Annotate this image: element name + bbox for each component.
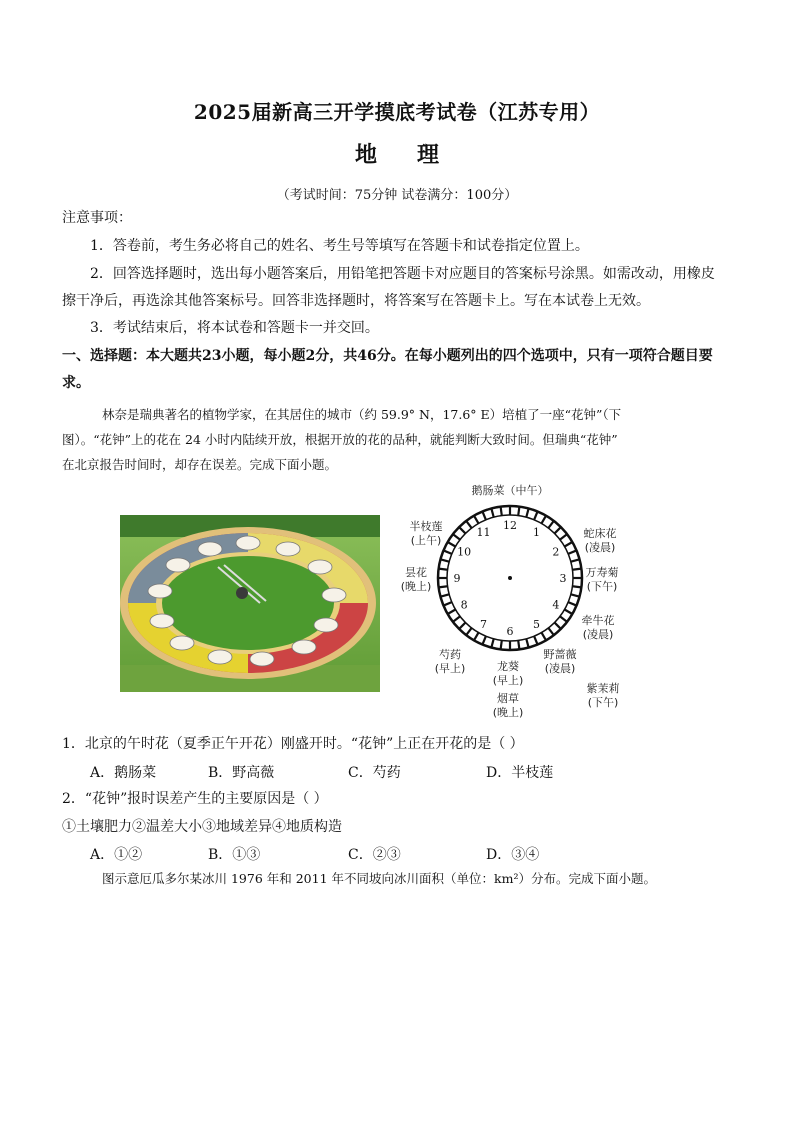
clock-number: 6 [506,625,514,638]
clock-tick [501,640,502,649]
note-item-1: 1．答卷前，考生务必将自己的姓名、考生号等填写在答题卡和试卷指定位置上。 [90,238,589,254]
clock-tick [572,586,581,587]
clock-tick [565,542,573,547]
label-shechuanghua-time: (凌晨) [584,541,616,554]
clock-tick [453,534,460,539]
label-tanhua-time: (晚上) [400,580,432,593]
clock-tick [518,640,519,649]
subject-title: 地理 [354,142,479,168]
label-yeqiangwei-time: (凌晨) [544,662,576,675]
label-shechuanghua: 蛇床花 [583,527,617,540]
clock-tick [534,636,537,644]
clock-tick [440,559,449,561]
note-item-2-cont: 擦干净后，再选涂其他答案标号。回答非选择题时，将答案写在答题卡上。写在本试卷上无效。 [62,293,650,309]
label-qianniuhua: 牵牛花 [581,614,615,627]
clock-tick [474,633,479,641]
label-wanshouju-time: (下午) [586,580,618,593]
clock-tick [466,521,471,528]
note-item-2: 2．回答选择题时，选出每小题答案后，用铅笔把答题卡对应题目的答案标号涂黑。如需改动，用橡皮 [90,266,715,282]
clock-tick [565,610,573,615]
label-yancao-time: (晚上) [492,706,524,719]
label-echangcai: 鹅肠菜（中午） [471,484,549,497]
clock-tick [560,534,567,539]
exam-title: 2025届新高三开学摸底考试卷（江苏专用） [193,100,601,124]
passage-line: 在北京报告时间时，却存在误差。完成下面小题。 [62,457,338,472]
clock-number: 4 [552,598,560,612]
q2-option-c: C．②③ [348,847,401,863]
clock-number: 2 [552,545,560,559]
clock-tick [568,550,576,553]
clock-tick [491,639,493,648]
exam-info: （考试时间：75分钟 试卷满分：100分） [276,188,518,203]
clock-tick [571,594,580,596]
passage-line: 林奈是瑞典著名的植物学家，在其居住的城市（约 59.9° N，17.6° E）培植了一座“花钟”（下 [102,407,622,422]
clock-tick [534,511,537,519]
label-wanshouju: 万寿菊 [585,566,619,579]
label-shaoyao-time: (早上) [434,662,466,675]
q1-option-a: A．鹅肠菜 [90,765,157,781]
section-heading: 一、选择题：本大题共23小题，每小题2分，共46分。在每小题列出的四个选项中，只有一项符合题目要求。 [62,348,713,391]
clock-tick [572,569,581,570]
clock-number: 9 [453,572,461,585]
clock-tick [443,602,451,605]
clock-tick [518,507,519,516]
clock-number: 12 [503,519,517,532]
question-2-items: ①土壤肥力②温差大小③地域差异④地质构造 [62,819,342,835]
label-longkui-time: (早上) [492,674,524,687]
label-zimoli: 紫茉莉 [586,682,620,695]
clock-tick [542,633,547,641]
notes-heading: 注意事项： [62,210,132,226]
clock-tick [542,516,547,524]
flower-clock-photo [120,515,380,692]
clock-number: 11 [476,526,491,540]
clock-tick [453,616,460,621]
clock-tick [491,508,493,517]
clock-tick [526,639,528,648]
clock-tick [459,623,465,629]
label-tanhua: 昙花 [405,566,427,579]
passage-flower-clock [62,402,732,477]
clock-tick [571,559,580,561]
clock-tick [482,511,485,519]
clock-number: 10 [457,545,472,559]
flower-clock-diagram [398,480,628,720]
clock-tick [548,628,553,635]
clock-number: 3 [559,572,567,585]
clock-tick [440,594,449,596]
clock-tick [448,542,456,547]
label-yancao: 烟草 [497,692,519,705]
question-1-stem: 1．北京的午时花（夏季正午开花）刚盛开时。“花钟”上正在开花的是（ ） [62,736,524,752]
clock-tick [482,636,485,644]
label-longkui: 龙葵 [497,660,519,673]
clock-tick [474,516,479,524]
question-2-stem: 2．“花钟”报时误差产生的主要原因是（ ） [62,791,328,807]
clock-tick [555,623,561,629]
q2-option-b: B．①③ [208,847,261,863]
q2-option-a: A．①② [90,847,143,863]
clock-tick [439,569,448,570]
clock-tick [443,550,451,553]
clock-tick [459,527,465,533]
clock-number: 1 [533,526,540,540]
label-banzhilian-time: (上午) [410,534,442,547]
clock-number: 5 [533,617,540,631]
q2-option-d: D．③④ [486,847,540,863]
clock-tick [560,616,567,621]
label-qianniuhua-time: (凌晨) [582,628,614,641]
q1-option-b: B．野高薇 [208,765,275,781]
q1-option-c: C．芍药 [348,765,401,781]
clock-tick [555,527,561,533]
clock-tick [501,507,502,516]
label-zimoli-time: (下午) [587,696,619,709]
clock-tick [548,521,553,528]
q1-option-d: D．半枝莲 [486,765,554,781]
clock-tick [466,628,471,635]
passage-glacier: 图示意厄瓜多尔某冰川 1976 年和 2011 年不同坡向冰川面积（单位：km²）分布。完成下面小题。 [102,871,656,886]
clock-tick [439,586,448,587]
label-banzhilian: 半枝莲 [409,520,443,533]
clock-tick [568,602,576,605]
passage-line: 图）。“花钟”上的花在 24 小时内陆续开放，根据开放的花的品种，就能判断大致时间。但瑞典“花钟” [62,432,618,447]
clock-tick [448,610,456,615]
clock-number: 8 [460,598,468,612]
clock-number: 7 [480,617,487,631]
label-shaoyao: 芍药 [439,648,461,661]
note-item-3: 3．考试结束后，将本试卷和答题卡一并交回。 [90,320,379,336]
clock-tick [526,508,528,517]
label-yeqiangwei: 野蔷薇 [543,648,577,661]
